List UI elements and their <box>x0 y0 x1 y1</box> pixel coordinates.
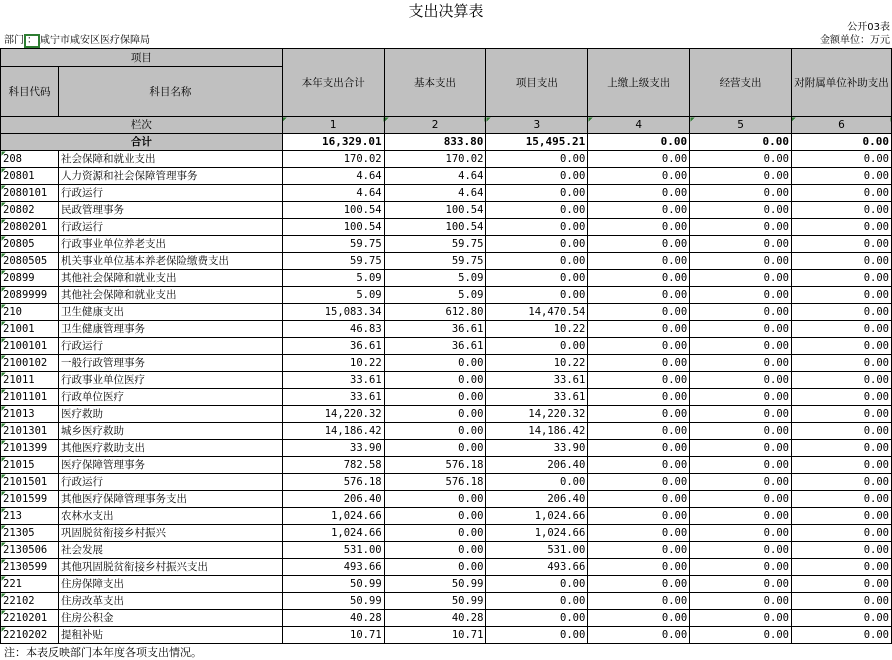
total-value[interactable]: 0.00 <box>588 134 690 151</box>
amount-cell[interactable]: 0.00 <box>791 270 891 287</box>
subject-code[interactable]: 21305 <box>1 525 59 542</box>
amount-cell[interactable]: 0.00 <box>486 593 588 610</box>
amount-cell[interactable]: 0.00 <box>690 406 792 423</box>
table-row <box>1 253 892 270</box>
amount-cell[interactable]: 206.40 <box>282 491 384 508</box>
subject-name[interactable]: 社会保障和就业支出 <box>58 151 282 168</box>
subject-name[interactable]: 民政管理事务 <box>58 202 282 219</box>
amount-cell[interactable]: 0.00 <box>588 474 690 491</box>
amount-cell[interactable]: 0.00 <box>791 304 891 321</box>
amount-cell[interactable]: 0.00 <box>588 219 690 236</box>
subject-code[interactable]: 21015 <box>1 457 59 474</box>
table-row <box>1 542 892 559</box>
amount-cell[interactable]: 40.28 <box>282 610 384 627</box>
table-row <box>1 168 892 185</box>
amount-cell[interactable]: 0.00 <box>486 610 588 627</box>
subject-name[interactable]: 住房保障支出 <box>58 576 282 593</box>
amount-cell[interactable]: 0.00 <box>384 440 486 457</box>
amount-cell[interactable]: 206.40 <box>486 457 588 474</box>
amount-cell[interactable]: 0.00 <box>791 559 891 576</box>
amount-cell[interactable]: 0.00 <box>384 542 486 559</box>
amount-cell[interactable]: 0.00 <box>690 610 792 627</box>
amount-cell[interactable]: 0.00 <box>791 542 891 559</box>
table-row <box>1 219 892 236</box>
amount-unit: 金额单位：万元 <box>820 35 890 46</box>
selected-cell[interactable]: ： <box>24 34 40 48</box>
header-project: 项目支出 <box>486 49 588 117</box>
subject-name[interactable]: 农林水支出 <box>58 508 282 525</box>
amount-cell[interactable]: 10.22 <box>486 321 588 338</box>
subject-name[interactable]: 住房公积金 <box>58 610 282 627</box>
subject-name[interactable]: 卫生健康支出 <box>58 304 282 321</box>
amount-cell[interactable]: 0.00 <box>791 491 891 508</box>
amount-cell[interactable]: 100.54 <box>384 219 486 236</box>
amount-cell[interactable]: 59.75 <box>384 236 486 253</box>
amount-cell[interactable]: 0.00 <box>486 219 588 236</box>
subject-name[interactable]: 其他医疗救助支出 <box>58 440 282 457</box>
amount-cell[interactable]: 0.00 <box>486 185 588 202</box>
amount-cell[interactable]: 531.00 <box>486 542 588 559</box>
amount-cell[interactable]: 0.00 <box>486 236 588 253</box>
table-row <box>1 151 892 168</box>
amount-cell[interactable]: 0.00 <box>791 321 891 338</box>
amount-cell[interactable]: 33.61 <box>282 372 384 389</box>
subject-name[interactable]: 一般行政管理事务 <box>58 355 282 372</box>
amount-cell[interactable]: 14,220.32 <box>282 406 384 423</box>
amount-cell[interactable]: 576.18 <box>384 457 486 474</box>
table-row <box>1 423 892 440</box>
amount-cell[interactable]: 4.64 <box>384 168 486 185</box>
amount-cell[interactable]: 4.64 <box>384 185 486 202</box>
amount-cell[interactable]: 0.00 <box>690 219 792 236</box>
amount-cell[interactable]: 0.00 <box>791 593 891 610</box>
column-index-6: 6 <box>791 117 891 134</box>
amount-cell[interactable]: 0.00 <box>486 576 588 593</box>
amount-cell[interactable]: 0.00 <box>791 389 891 406</box>
amount-cell[interactable]: 0.00 <box>588 338 690 355</box>
total-value[interactable]: 0.00 <box>791 134 891 151</box>
amount-cell[interactable]: 0.00 <box>588 610 690 627</box>
amount-cell[interactable]: 10.22 <box>486 355 588 372</box>
subject-code[interactable]: 21013 <box>1 406 59 423</box>
amount-cell[interactable]: 50.99 <box>384 576 486 593</box>
amount-cell[interactable]: 0.00 <box>486 270 588 287</box>
amount-cell[interactable]: 0.00 <box>384 372 486 389</box>
column-index-1: 1 <box>282 117 384 134</box>
amount-cell[interactable]: 50.99 <box>282 576 384 593</box>
amount-cell[interactable]: 0.00 <box>588 168 690 185</box>
amount-cell[interactable]: 4.64 <box>282 168 384 185</box>
amount-cell[interactable]: 0.00 <box>486 202 588 219</box>
amount-cell[interactable]: 0.00 <box>791 185 891 202</box>
amount-cell[interactable]: 0.00 <box>588 287 690 304</box>
subject-code[interactable]: 2210202 <box>1 627 59 644</box>
amount-cell[interactable]: 0.00 <box>588 508 690 525</box>
subject-name[interactable]: 住房改革支出 <box>58 593 282 610</box>
amount-cell[interactable]: 59.75 <box>282 253 384 270</box>
subject-code[interactable]: 210 <box>1 304 59 321</box>
header-upper: 上缴上级支出 <box>588 49 690 117</box>
amount-cell[interactable]: 170.02 <box>384 151 486 168</box>
subject-name[interactable]: 医疗保障管理事务 <box>58 457 282 474</box>
amount-cell[interactable]: 0.00 <box>588 304 690 321</box>
total-row <box>1 134 892 151</box>
amount-cell[interactable]: 0.00 <box>690 304 792 321</box>
table-row <box>1 491 892 508</box>
amount-cell[interactable]: 0.00 <box>690 525 792 542</box>
amount-cell[interactable]: 0.00 <box>384 406 486 423</box>
amount-cell[interactable]: 33.90 <box>282 440 384 457</box>
amount-cell[interactable]: 0.00 <box>690 576 792 593</box>
amount-cell[interactable]: 493.66 <box>282 559 384 576</box>
amount-cell[interactable]: 782.58 <box>282 457 384 474</box>
amount-cell[interactable]: 0.00 <box>690 287 792 304</box>
expenditure-table <box>0 48 892 644</box>
subject-name[interactable]: 其他巩固脱贫衔接乡村振兴支出 <box>58 559 282 576</box>
amount-cell[interactable]: 0.00 <box>791 474 891 491</box>
subject-code[interactable]: 208 <box>1 151 59 168</box>
amount-cell[interactable]: 0.00 <box>690 236 792 253</box>
table-row <box>1 525 892 542</box>
subject-name[interactable]: 城乡医疗救助 <box>58 423 282 440</box>
table-row <box>1 338 892 355</box>
subject-code[interactable]: 22102 <box>1 593 59 610</box>
amount-cell[interactable]: 0.00 <box>791 355 891 372</box>
amount-cell[interactable]: 0.00 <box>690 491 792 508</box>
amount-cell[interactable]: 0.00 <box>588 559 690 576</box>
amount-cell[interactable]: 0.00 <box>791 576 891 593</box>
amount-cell[interactable]: 33.61 <box>282 389 384 406</box>
amount-cell[interactable]: 0.00 <box>588 423 690 440</box>
subject-code[interactable]: 2130599 <box>1 559 59 576</box>
amount-cell[interactable]: 1,024.66 <box>486 508 588 525</box>
amount-cell[interactable]: 100.54 <box>384 202 486 219</box>
amount-cell[interactable]: 0.00 <box>690 321 792 338</box>
amount-cell[interactable]: 0.00 <box>588 406 690 423</box>
column-index-5: 5 <box>690 117 792 134</box>
amount-cell[interactable]: 36.61 <box>282 338 384 355</box>
amount-cell[interactable]: 0.00 <box>690 185 792 202</box>
amount-cell[interactable]: 0.00 <box>690 389 792 406</box>
amount-cell[interactable]: 0.00 <box>690 627 792 644</box>
amount-cell[interactable]: 0.00 <box>588 236 690 253</box>
amount-cell[interactable]: 33.61 <box>486 389 588 406</box>
subject-code[interactable]: 2101399 <box>1 440 59 457</box>
subject-code[interactable]: 2089999 <box>1 287 59 304</box>
table-row <box>1 270 892 287</box>
amount-cell[interactable]: 5.09 <box>282 270 384 287</box>
amount-cell[interactable]: 14,186.42 <box>486 423 588 440</box>
amount-cell[interactable]: 0.00 <box>588 389 690 406</box>
amount-cell[interactable]: 0.00 <box>791 627 891 644</box>
amount-cell[interactable]: 59.75 <box>384 253 486 270</box>
amount-cell[interactable]: 46.83 <box>282 321 384 338</box>
amount-cell[interactable]: 531.00 <box>282 542 384 559</box>
subject-name[interactable]: 医疗救助 <box>58 406 282 423</box>
amount-cell[interactable]: 0.00 <box>588 542 690 559</box>
subject-name[interactable]: 人力资源和社会保障管理事务 <box>58 168 282 185</box>
amount-cell[interactable]: 1,024.66 <box>282 525 384 542</box>
header-subsidiary: 对附属单位补助支出 <box>791 49 891 117</box>
amount-cell[interactable]: 59.75 <box>282 236 384 253</box>
amount-cell[interactable]: 100.54 <box>282 202 384 219</box>
amount-cell[interactable]: 0.00 <box>690 559 792 576</box>
amount-cell[interactable]: 0.00 <box>384 559 486 576</box>
column-index-4: 4 <box>588 117 690 134</box>
table-row <box>1 236 892 253</box>
amount-cell[interactable]: 36.61 <box>384 321 486 338</box>
amount-cell[interactable]: 0.00 <box>690 338 792 355</box>
subject-name[interactable]: 社会发展 <box>58 542 282 559</box>
table-row <box>1 474 892 491</box>
subject-name[interactable]: 巩固脱贫衔接乡村振兴 <box>58 525 282 542</box>
amount-cell[interactable]: 0.00 <box>791 168 891 185</box>
amount-cell[interactable]: 0.00 <box>791 151 891 168</box>
table-row <box>1 457 892 474</box>
table-row <box>1 355 892 372</box>
amount-cell[interactable]: 0.00 <box>690 151 792 168</box>
amount-cell[interactable]: 0.00 <box>588 253 690 270</box>
amount-cell[interactable]: 14,186.42 <box>282 423 384 440</box>
amount-cell[interactable]: 170.02 <box>282 151 384 168</box>
subject-code[interactable]: 20805 <box>1 236 59 253</box>
amount-cell[interactable]: 0.00 <box>384 508 486 525</box>
footnote: 注：本表反映部门本年度各项支出情况。 <box>4 646 202 659</box>
department-label: 部门 <box>4 35 24 46</box>
amount-cell[interactable]: 33.61 <box>486 372 588 389</box>
amount-cell[interactable]: 40.28 <box>384 610 486 627</box>
subject-name[interactable]: 其他社会保障和就业支出 <box>58 270 282 287</box>
subject-code[interactable]: 2101101 <box>1 389 59 406</box>
subject-code[interactable]: 2210201 <box>1 610 59 627</box>
total-value[interactable]: 0.00 <box>690 134 792 151</box>
total-value[interactable]: 16,329.01 <box>282 134 384 151</box>
subject-name[interactable]: 行政运行 <box>58 338 282 355</box>
subject-code[interactable]: 2080505 <box>1 253 59 270</box>
amount-cell[interactable]: 50.99 <box>384 593 486 610</box>
amount-cell[interactable]: 0.00 <box>588 576 690 593</box>
table-row <box>1 440 892 457</box>
amount-cell[interactable]: 1,024.66 <box>486 525 588 542</box>
table-row <box>1 610 892 627</box>
table-row <box>1 287 892 304</box>
amount-cell[interactable]: 1,024.66 <box>282 508 384 525</box>
department-line <box>4 34 150 48</box>
table-row <box>1 321 892 338</box>
amount-cell[interactable]: 0.00 <box>791 440 891 457</box>
amount-cell[interactable]: 0.00 <box>791 236 891 253</box>
amount-cell[interactable]: 4.64 <box>282 185 384 202</box>
subject-code[interactable]: 20802 <box>1 202 59 219</box>
subject-code[interactable]: 2101501 <box>1 474 59 491</box>
amount-cell[interactable]: 36.61 <box>384 338 486 355</box>
total-value[interactable]: 833.80 <box>384 134 486 151</box>
subject-code[interactable]: 21001 <box>1 321 59 338</box>
subject-code[interactable]: 2101301 <box>1 423 59 440</box>
subject-code[interactable]: 2080101 <box>1 185 59 202</box>
header-code: 科目代码 <box>1 67 59 117</box>
amount-cell[interactable]: 0.00 <box>690 593 792 610</box>
amount-cell[interactable]: 10.71 <box>282 627 384 644</box>
column-index-2: 2 <box>384 117 486 134</box>
amount-cell[interactable]: 576.18 <box>282 474 384 491</box>
amount-cell[interactable]: 576.18 <box>384 474 486 491</box>
table-row <box>1 389 892 406</box>
table-row <box>1 202 892 219</box>
amount-cell[interactable]: 0.00 <box>384 423 486 440</box>
amount-cell[interactable]: 0.00 <box>384 355 486 372</box>
amount-cell[interactable]: 0.00 <box>690 440 792 457</box>
department-name: 咸宁市咸安区医疗保障局 <box>40 35 150 46</box>
amount-cell[interactable]: 0.00 <box>588 151 690 168</box>
subject-code[interactable]: 221 <box>1 576 59 593</box>
amount-cell[interactable]: 0.00 <box>690 253 792 270</box>
subject-name[interactable]: 其他社会保障和就业支出 <box>58 287 282 304</box>
amount-cell[interactable]: 0.00 <box>588 525 690 542</box>
subject-code[interactable]: 2130506 <box>1 542 59 559</box>
amount-cell[interactable]: 0.00 <box>588 372 690 389</box>
amount-cell[interactable]: 0.00 <box>486 253 588 270</box>
amount-cell[interactable]: 0.00 <box>791 423 891 440</box>
amount-cell[interactable]: 493.66 <box>486 559 588 576</box>
table-row <box>1 185 892 202</box>
amount-cell[interactable]: 0.00 <box>690 423 792 440</box>
amount-cell[interactable]: 0.00 <box>486 474 588 491</box>
table-row <box>1 304 892 321</box>
amount-cell[interactable]: 0.00 <box>791 525 891 542</box>
amount-cell[interactable]: 0.00 <box>690 372 792 389</box>
subject-code[interactable]: 2101599 <box>1 491 59 508</box>
amount-cell[interactable]: 0.00 <box>791 406 891 423</box>
total-label: 合计 <box>1 134 283 151</box>
amount-cell[interactable]: 0.00 <box>791 610 891 627</box>
form-number: 公开03表 <box>847 22 890 33</box>
table-row <box>1 627 892 644</box>
subject-name[interactable]: 机关事业单位基本养老保险缴费支出 <box>58 253 282 270</box>
subject-name[interactable]: 行政事业单位医疗 <box>58 372 282 389</box>
amount-cell[interactable]: 0.00 <box>588 491 690 508</box>
amount-cell[interactable]: 100.54 <box>282 219 384 236</box>
amount-cell[interactable]: 0.00 <box>690 474 792 491</box>
amount-cell[interactable]: 0.00 <box>690 270 792 287</box>
subject-name[interactable]: 行政单位医疗 <box>58 389 282 406</box>
amount-cell[interactable]: 0.00 <box>486 151 588 168</box>
subject-name[interactable]: 行政运行 <box>58 219 282 236</box>
subject-code[interactable]: 2080201 <box>1 219 59 236</box>
amount-cell[interactable]: 0.00 <box>588 270 690 287</box>
amount-cell[interactable]: 0.00 <box>791 372 891 389</box>
amount-cell[interactable]: 0.00 <box>690 202 792 219</box>
amount-cell[interactable]: 14,470.54 <box>486 304 588 321</box>
subject-code[interactable]: 213 <box>1 508 59 525</box>
amount-cell[interactable]: 0.00 <box>791 508 891 525</box>
subject-name[interactable]: 卫生健康管理事务 <box>58 321 282 338</box>
table-row <box>1 593 892 610</box>
amount-cell[interactable]: 0.00 <box>588 440 690 457</box>
amount-cell[interactable]: 0.00 <box>486 168 588 185</box>
subject-name[interactable]: 行政事业单位养老支出 <box>58 236 282 253</box>
amount-cell[interactable]: 0.00 <box>791 287 891 304</box>
column-index-3: 3 <box>486 117 588 134</box>
amount-cell[interactable]: 0.00 <box>486 627 588 644</box>
amount-cell[interactable]: 0.00 <box>588 627 690 644</box>
amount-cell[interactable]: 0.00 <box>791 457 891 474</box>
amount-cell[interactable]: 10.71 <box>384 627 486 644</box>
subject-name[interactable]: 其他医疗保障管理事务支出 <box>58 491 282 508</box>
amount-cell[interactable]: 0.00 <box>588 457 690 474</box>
amount-cell[interactable]: 0.00 <box>690 168 792 185</box>
header-business: 经营支出 <box>690 49 792 117</box>
amount-cell[interactable]: 0.00 <box>588 202 690 219</box>
amount-cell[interactable]: 0.00 <box>588 355 690 372</box>
amount-cell[interactable]: 0.00 <box>486 338 588 355</box>
subject-name[interactable]: 行政运行 <box>58 474 282 491</box>
table-row <box>1 559 892 576</box>
amount-cell[interactable]: 5.09 <box>282 287 384 304</box>
table-row <box>1 508 892 525</box>
table-row <box>1 372 892 389</box>
amount-cell[interactable]: 0.00 <box>791 253 891 270</box>
amount-cell[interactable]: 0.00 <box>384 491 486 508</box>
header-item: 项目 <box>1 49 283 67</box>
header-name: 科目名称 <box>58 67 282 117</box>
amount-cell[interactable]: 5.09 <box>384 287 486 304</box>
amount-cell[interactable]: 0.00 <box>588 321 690 338</box>
amount-cell[interactable]: 50.99 <box>282 593 384 610</box>
amount-cell[interactable]: 33.90 <box>486 440 588 457</box>
table-row <box>1 406 892 423</box>
subject-code[interactable]: 2100102 <box>1 355 59 372</box>
amount-cell[interactable]: 0.00 <box>384 525 486 542</box>
amount-cell[interactable]: 0.00 <box>690 508 792 525</box>
amount-cell[interactable]: 5.09 <box>384 270 486 287</box>
amount-cell[interactable]: 0.00 <box>791 219 891 236</box>
amount-cell[interactable]: 10.22 <box>282 355 384 372</box>
amount-cell[interactable]: 0.00 <box>690 542 792 559</box>
subject-code[interactable]: 2100101 <box>1 338 59 355</box>
subject-name[interactable]: 行政运行 <box>58 185 282 202</box>
amount-cell[interactable]: 0.00 <box>588 593 690 610</box>
amount-cell[interactable]: 14,220.32 <box>486 406 588 423</box>
subject-code[interactable]: 20899 <box>1 270 59 287</box>
column-index-label: 栏次 <box>1 117 283 134</box>
subject-name[interactable]: 提租补贴 <box>58 627 282 644</box>
report-title: 支出决算表 <box>408 2 484 20</box>
amount-cell[interactable]: 0.00 <box>791 338 891 355</box>
amount-cell[interactable]: 0.00 <box>690 355 792 372</box>
header-basic: 基本支出 <box>384 49 486 117</box>
amount-cell[interactable]: 0.00 <box>690 457 792 474</box>
amount-cell[interactable]: 0.00 <box>791 202 891 219</box>
subject-code[interactable]: 21011 <box>1 372 59 389</box>
amount-cell[interactable]: 0.00 <box>384 389 486 406</box>
amount-cell[interactable]: 612.80 <box>384 304 486 321</box>
amount-cell[interactable]: 206.40 <box>486 491 588 508</box>
amount-cell[interactable]: 0.00 <box>588 185 690 202</box>
table-row <box>1 576 892 593</box>
amount-cell[interactable]: 15,083.34 <box>282 304 384 321</box>
header-total: 本年支出合计 <box>282 49 384 117</box>
total-value[interactable]: 15,495.21 <box>486 134 588 151</box>
amount-cell[interactable]: 0.00 <box>486 287 588 304</box>
subject-code[interactable]: 20801 <box>1 168 59 185</box>
